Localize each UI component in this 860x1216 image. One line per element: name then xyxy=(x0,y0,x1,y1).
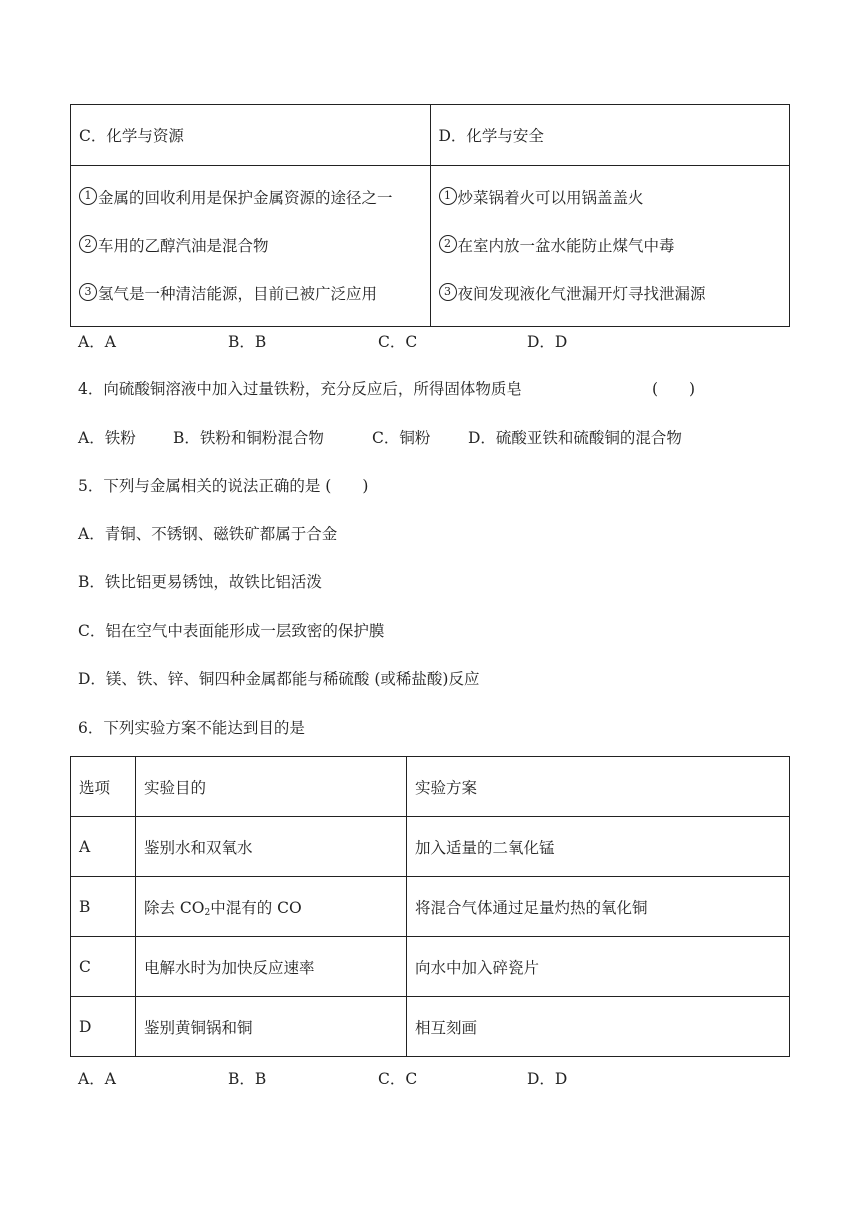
circled-number: 1 xyxy=(439,187,457,205)
circled-number: 2 xyxy=(79,235,97,253)
row-purpose: 除去 $CO_2$中混有的 CO xyxy=(136,877,407,937)
c-item: 1 金属的回收利用是保护金属资源的途径之一 xyxy=(79,174,430,222)
answer-option-c: C．C xyxy=(378,333,418,351)
q5-stem: 5．下列与金属相关的说法正确的是 ( ) xyxy=(78,477,369,495)
answer-option-d: D．D xyxy=(527,333,568,351)
d-item: 1 炒菜锅着火可以用锅盖盖火 xyxy=(439,174,790,222)
c-item: 2 车用的乙醇汽油是混合物 xyxy=(79,222,430,270)
answer-option-a: A．A xyxy=(78,1070,116,1088)
cell-d-items xyxy=(430,166,790,327)
row-purpose: 鉴别黄铜锅和铜 xyxy=(136,997,407,1057)
experiment-table xyxy=(70,756,790,1057)
row-option: D xyxy=(71,997,136,1057)
table-header-row xyxy=(71,757,790,817)
row-plan: 向水中加入碎瓷片 xyxy=(407,937,790,997)
circled-number: 1 xyxy=(79,187,97,205)
table-row xyxy=(71,817,790,877)
row-purpose: 鉴别水和双氧水 xyxy=(136,817,407,877)
answer-option-a: A．A xyxy=(78,333,116,351)
circled-number: 3 xyxy=(439,283,457,301)
row-plan: 加入适量的二氧化锰 xyxy=(407,817,790,877)
row-plan: 将混合气体通过足量灼热的氧化铜 xyxy=(407,877,790,937)
header-purpose: 实验目的 xyxy=(136,757,407,817)
row-option: A xyxy=(71,817,136,877)
row-plan: 相互刻画 xyxy=(407,997,790,1057)
q4-option-d: D．硫酸亚铁和硫酸铜的混合物 xyxy=(468,429,682,447)
knowledge-table xyxy=(70,104,790,327)
header-plan: 实验方案 xyxy=(407,757,790,817)
d-item: 3 夜间发现液化气泄漏开灯寻找泄漏源 xyxy=(439,270,790,318)
row-option: B xyxy=(71,877,136,937)
circled-number: 3 xyxy=(79,283,97,301)
q5-option-a: A．青铜、不锈钢、磁铁矿都属于合金 xyxy=(78,525,338,543)
row-option: C xyxy=(71,937,136,997)
q6-stem: 6．下列实验方案不能达到目的是 xyxy=(78,719,305,737)
q4-answer-bracket: ( ) xyxy=(652,380,696,398)
answer-option-c: C．C xyxy=(378,1070,418,1088)
q4-option-c: C．铜粉 xyxy=(372,429,431,447)
header-option: 选项 xyxy=(71,757,136,817)
table-row xyxy=(71,997,790,1057)
table-row xyxy=(71,937,790,997)
q4-option-a: A．铁粉 xyxy=(78,429,136,447)
c-item: 3 氢气是一种清洁能源，目前已被广泛应用 xyxy=(79,270,430,318)
q5-option-c: C．铝在空气中表面能形成一层致密的保护膜 xyxy=(78,622,385,640)
q5-option-d: D．镁、铁、锌、铜四种金属都能与稀硫酸 (或稀盐酸)反应 xyxy=(78,670,480,688)
d-item: 2 在室内放一盆水能防止煤气中毒 xyxy=(439,222,790,270)
table-row xyxy=(71,877,790,937)
answer-option-b: B．B xyxy=(228,1070,267,1088)
cell-c-items xyxy=(71,166,431,327)
cell-d-title: D．化学与安全 xyxy=(430,105,790,166)
row-purpose: 电解水时为加快反应速率 xyxy=(136,937,407,997)
answer-option-d: D．D xyxy=(527,1070,568,1088)
q4-option-b: B．铁粉和铜粉混合物 xyxy=(173,429,324,447)
cell-c-title: C．化学与资源 xyxy=(71,105,431,166)
q5-option-b: B．铁比铝更易锈蚀，故铁比铝活泼 xyxy=(78,573,322,591)
circled-number: 2 xyxy=(439,235,457,253)
answer-option-b: B．B xyxy=(228,333,267,351)
q4-stem: 4．向硫酸铜溶液中加入过量铁粉，充分反应后，所得固体物质皂 xyxy=(78,380,522,398)
